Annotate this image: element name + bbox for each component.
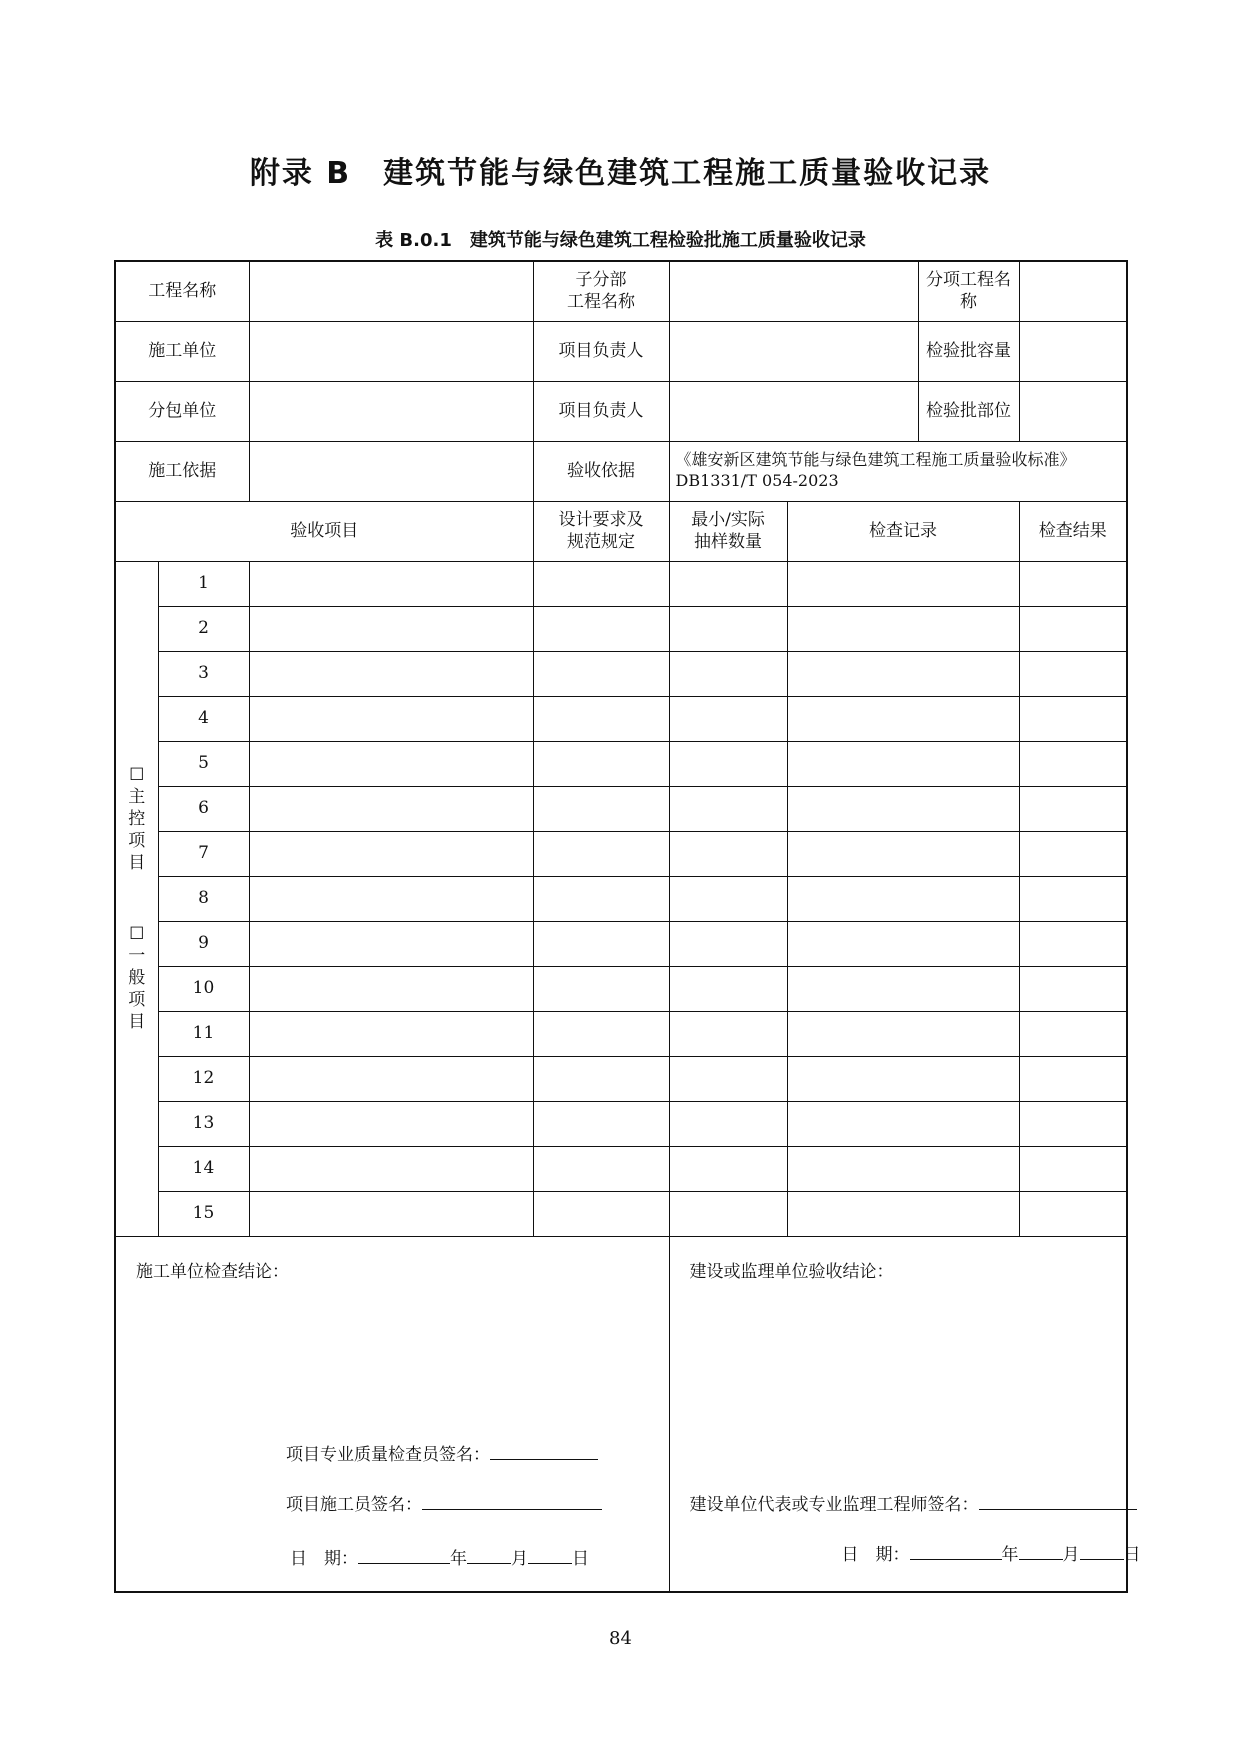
supervisor-sign-line[interactable] [979,1493,1137,1510]
main-control-char: 主 [128,787,146,808]
table-title: 表 B.0.1 建筑节能与绿色建筑工程检验批施工质量验收记录 [375,230,866,251]
row-sample-cell[interactable] [669,921,787,966]
supervisor-conclusion-panel[interactable] [669,1236,1141,1592]
row-result-cell[interactable] [1019,1011,1127,1056]
row-sample-cell[interactable] [669,876,787,921]
row-record-cell[interactable] [787,831,1019,876]
contractor-field[interactable] [249,321,533,381]
general-item-char: 目 [128,1011,146,1032]
row-design-cell[interactable] [533,831,669,876]
row-result-cell[interactable] [1019,651,1127,696]
row-result-cell[interactable] [1019,1146,1127,1191]
row-sample-cell[interactable] [669,606,787,651]
row-item-cell[interactable] [249,1056,533,1101]
row-design-cell[interactable] [533,606,669,651]
date-label: 日 期： [290,1548,358,1569]
general-item-char: 项 [128,989,146,1010]
sub-division-label-line2: 工程名称 [567,292,635,313]
row-result-cell[interactable] [1019,741,1127,786]
row-result-cell[interactable] [1019,966,1127,1011]
row-record-cell[interactable] [787,1146,1019,1191]
row-sample-cell[interactable] [669,1011,787,1056]
row-item-cell[interactable] [249,1101,533,1146]
day-label: 日 [572,1548,589,1569]
row-result-cell[interactable] [1019,921,1127,966]
batch-capacity-field[interactable] [1019,321,1127,381]
row-number: 6 [158,786,249,831]
column-sample-quantity [669,501,787,561]
sub-division-label-line1: 子分部 [575,270,627,291]
quality-inspector-label: 项目专业质量检查员签名： [286,1444,490,1465]
row-result-cell[interactable] [1019,1056,1127,1101]
contractor-conclusion-panel[interactable] [115,1236,669,1592]
table-row [115,741,1127,786]
page-title: 附录 B 建筑节能与绿色建筑工程施工质量验收记录 [249,156,992,191]
row-record-cell[interactable] [787,1101,1019,1146]
row-result-cell[interactable] [1019,1101,1127,1146]
table-row [115,651,1127,696]
row-record-cell[interactable] [787,1011,1019,1056]
column-sample-line1: 最小/实际 [691,509,765,530]
row-design-cell[interactable] [533,741,669,786]
table-row [115,1011,1127,1056]
month-label: 月 [1062,1544,1080,1565]
table-row [115,696,1127,741]
column-sample-line2: 抽样数量 [694,532,762,552]
row-item-cell[interactable] [249,876,533,921]
row-number: 7 [158,831,249,876]
supervisor-date [842,1543,1141,1566]
row-number: 9 [158,921,249,966]
supervisor-signature [690,1493,1137,1516]
table-row [115,561,1127,606]
column-design-line2: 规范规定 [567,532,635,552]
year-label: 年 [450,1548,467,1569]
row-record-cell[interactable] [787,921,1019,966]
header-row-contractor [115,321,1127,381]
contractor-conclusion-label: 施工单位检查结论： [136,1261,289,1282]
table-row [115,1191,1127,1236]
project-name-label: 工程名称 [115,261,249,321]
quality-inspector-line[interactable] [490,1443,598,1460]
table-row [115,1101,1127,1146]
table-row [115,1056,1127,1101]
row-design-cell[interactable] [533,1011,669,1056]
row-design-cell[interactable] [533,1146,669,1191]
row-result-cell[interactable] [1019,606,1127,651]
row-item-cell[interactable] [249,786,533,831]
project-leader-field[interactable] [669,321,918,381]
project-leader-label-2: 项目负责人 [533,381,669,441]
row-record-cell[interactable] [787,651,1019,696]
row-item-cell[interactable] [249,1011,533,1056]
construction-worker-signature [286,1493,602,1516]
sub-division-field[interactable] [669,261,918,321]
row-number: 3 [158,651,249,696]
date-label: 日 期： [841,1544,910,1565]
supervisor-sign-label: 建设单位代表或专业监理工程师签名： [689,1494,979,1515]
row-item-cell[interactable] [249,696,533,741]
main-control-checkbox[interactable]: ☐ [129,765,145,786]
batch-location-label: 检验批部位 [918,381,1019,441]
row-design-cell[interactable] [533,651,669,696]
row-item-cell[interactable] [249,1146,533,1191]
page-number: 84 [609,1628,632,1649]
construction-basis-field[interactable] [249,441,533,501]
row-design-cell[interactable] [533,1191,669,1236]
year-line[interactable] [358,1547,450,1564]
row-result-cell[interactable] [1019,786,1127,831]
main-control-char: 项 [128,831,146,852]
row-record-cell[interactable] [787,606,1019,651]
row-record-cell[interactable] [787,696,1019,741]
sub-division-label [533,261,669,321]
month-line[interactable] [1019,1543,1063,1560]
row-record-cell[interactable] [787,786,1019,831]
table-row [115,921,1127,966]
table-row [115,831,1127,876]
month-line[interactable] [467,1547,511,1564]
acceptance-standard: 《雄安新区建筑节能与绿色建筑工程施工质量验收标准》DB1331/T 054-2023 [669,441,1127,501]
row-item-cell[interactable] [249,1191,533,1236]
header-row-basis [115,441,1127,501]
row-design-cell[interactable] [533,921,669,966]
subcontractor-field[interactable] [249,381,533,441]
day-label: 日 [1123,1544,1141,1565]
table-row [115,876,1127,921]
table-row [115,786,1127,831]
row-item-cell[interactable] [249,966,533,1011]
row-design-cell[interactable] [533,696,669,741]
row-number: 13 [158,1101,249,1146]
construction-basis-label: 施工依据 [115,441,249,501]
row-sample-cell[interactable] [669,966,787,1011]
row-result-cell[interactable] [1019,831,1127,876]
row-design-cell[interactable] [533,786,669,831]
project-name-field[interactable] [249,261,533,321]
row-sample-cell[interactable] [669,741,787,786]
batch-location-field[interactable] [1019,381,1127,441]
row-sample-cell[interactable] [669,651,787,696]
general-item-char: 般 [128,967,146,988]
month-label: 月 [511,1548,528,1569]
row-result-cell[interactable] [1019,1191,1127,1236]
row-design-cell[interactable] [533,1056,669,1101]
row-record-cell[interactable] [787,561,1019,606]
column-header-row [115,501,1127,561]
day-line[interactable] [528,1547,572,1564]
supervisor-conclusion-label: 建设或监理单位验收结论： [689,1261,894,1282]
table-row [115,606,1127,651]
row-item-cell[interactable] [249,831,533,876]
row-result-cell[interactable] [1019,876,1127,921]
row-sample-cell[interactable] [669,831,787,876]
item-category [115,561,158,1236]
row-item-cell[interactable] [249,921,533,966]
general-item-checkbox[interactable]: ☐ [129,923,145,944]
row-record-cell[interactable] [787,741,1019,786]
row-record-cell[interactable] [787,1056,1019,1101]
row-number: 12 [158,1056,249,1101]
subcontractor-label: 分包单位 [115,381,249,441]
row-design-cell[interactable] [533,966,669,1011]
row-sample-cell[interactable] [669,1056,787,1101]
table-row [115,1146,1127,1191]
header-row-project [115,261,1127,321]
row-design-cell[interactable] [533,876,669,921]
column-design-line1: 设计要求及 [558,509,644,530]
project-leader-label: 项目负责人 [533,321,669,381]
row-item-cell[interactable] [249,561,533,606]
quality-inspector-signature [286,1443,598,1466]
row-number: 5 [158,741,249,786]
main-control-char: 控 [128,809,146,830]
year-label: 年 [1001,1544,1019,1565]
row-number: 4 [158,696,249,741]
row-item-cell[interactable] [249,651,533,696]
row-result-cell[interactable] [1019,561,1127,606]
row-sample-cell[interactable] [669,1146,787,1191]
construction-worker-line[interactable] [422,1493,602,1510]
row-sample-cell[interactable] [669,561,787,606]
sub-item-name-label: 分项工程名称 [918,261,1019,321]
row-record-cell[interactable] [787,1191,1019,1236]
day-line[interactable] [1080,1543,1124,1560]
year-line[interactable] [910,1543,1002,1560]
column-inspection-result: 检查结果 [1019,501,1127,561]
construction-worker-label: 项目施工员签名： [286,1494,422,1515]
row-item-cell[interactable] [249,741,533,786]
row-record-cell[interactable] [787,966,1019,1011]
contractor-label: 施工单位 [115,321,249,381]
contractor-date [290,1547,589,1570]
column-inspection-record: 检查记录 [787,501,1019,561]
project-leader-field-2[interactable] [669,381,918,441]
row-number: 2 [158,606,249,651]
row-result-cell[interactable] [1019,696,1127,741]
row-item-cell[interactable] [249,606,533,651]
row-number: 15 [158,1191,249,1236]
row-number: 8 [158,876,249,921]
acceptance-basis-label: 验收依据 [533,441,669,501]
row-number: 1 [158,561,249,606]
row-design-cell[interactable] [533,561,669,606]
row-sample-cell[interactable] [669,1101,787,1146]
row-sample-cell[interactable] [669,1191,787,1236]
row-number: 10 [158,966,249,1011]
table-row [115,966,1127,1011]
main-control-char: 目 [128,853,146,874]
row-design-cell[interactable] [533,1101,669,1146]
row-sample-cell[interactable] [669,786,787,831]
row-number: 14 [158,1146,249,1191]
row-record-cell[interactable] [787,876,1019,921]
conclusion-row [115,1236,1127,1592]
acceptance-record-table [114,260,1141,1593]
general-item-char: 一 [128,945,146,966]
sub-item-name-field[interactable] [1019,261,1127,321]
row-sample-cell[interactable] [669,696,787,741]
column-item: 验收项目 [115,501,533,561]
header-row-subcontractor [115,381,1127,441]
column-design-requirement [533,501,669,561]
row-number: 11 [158,1011,249,1056]
batch-capacity-label: 检验批容量 [918,321,1019,381]
